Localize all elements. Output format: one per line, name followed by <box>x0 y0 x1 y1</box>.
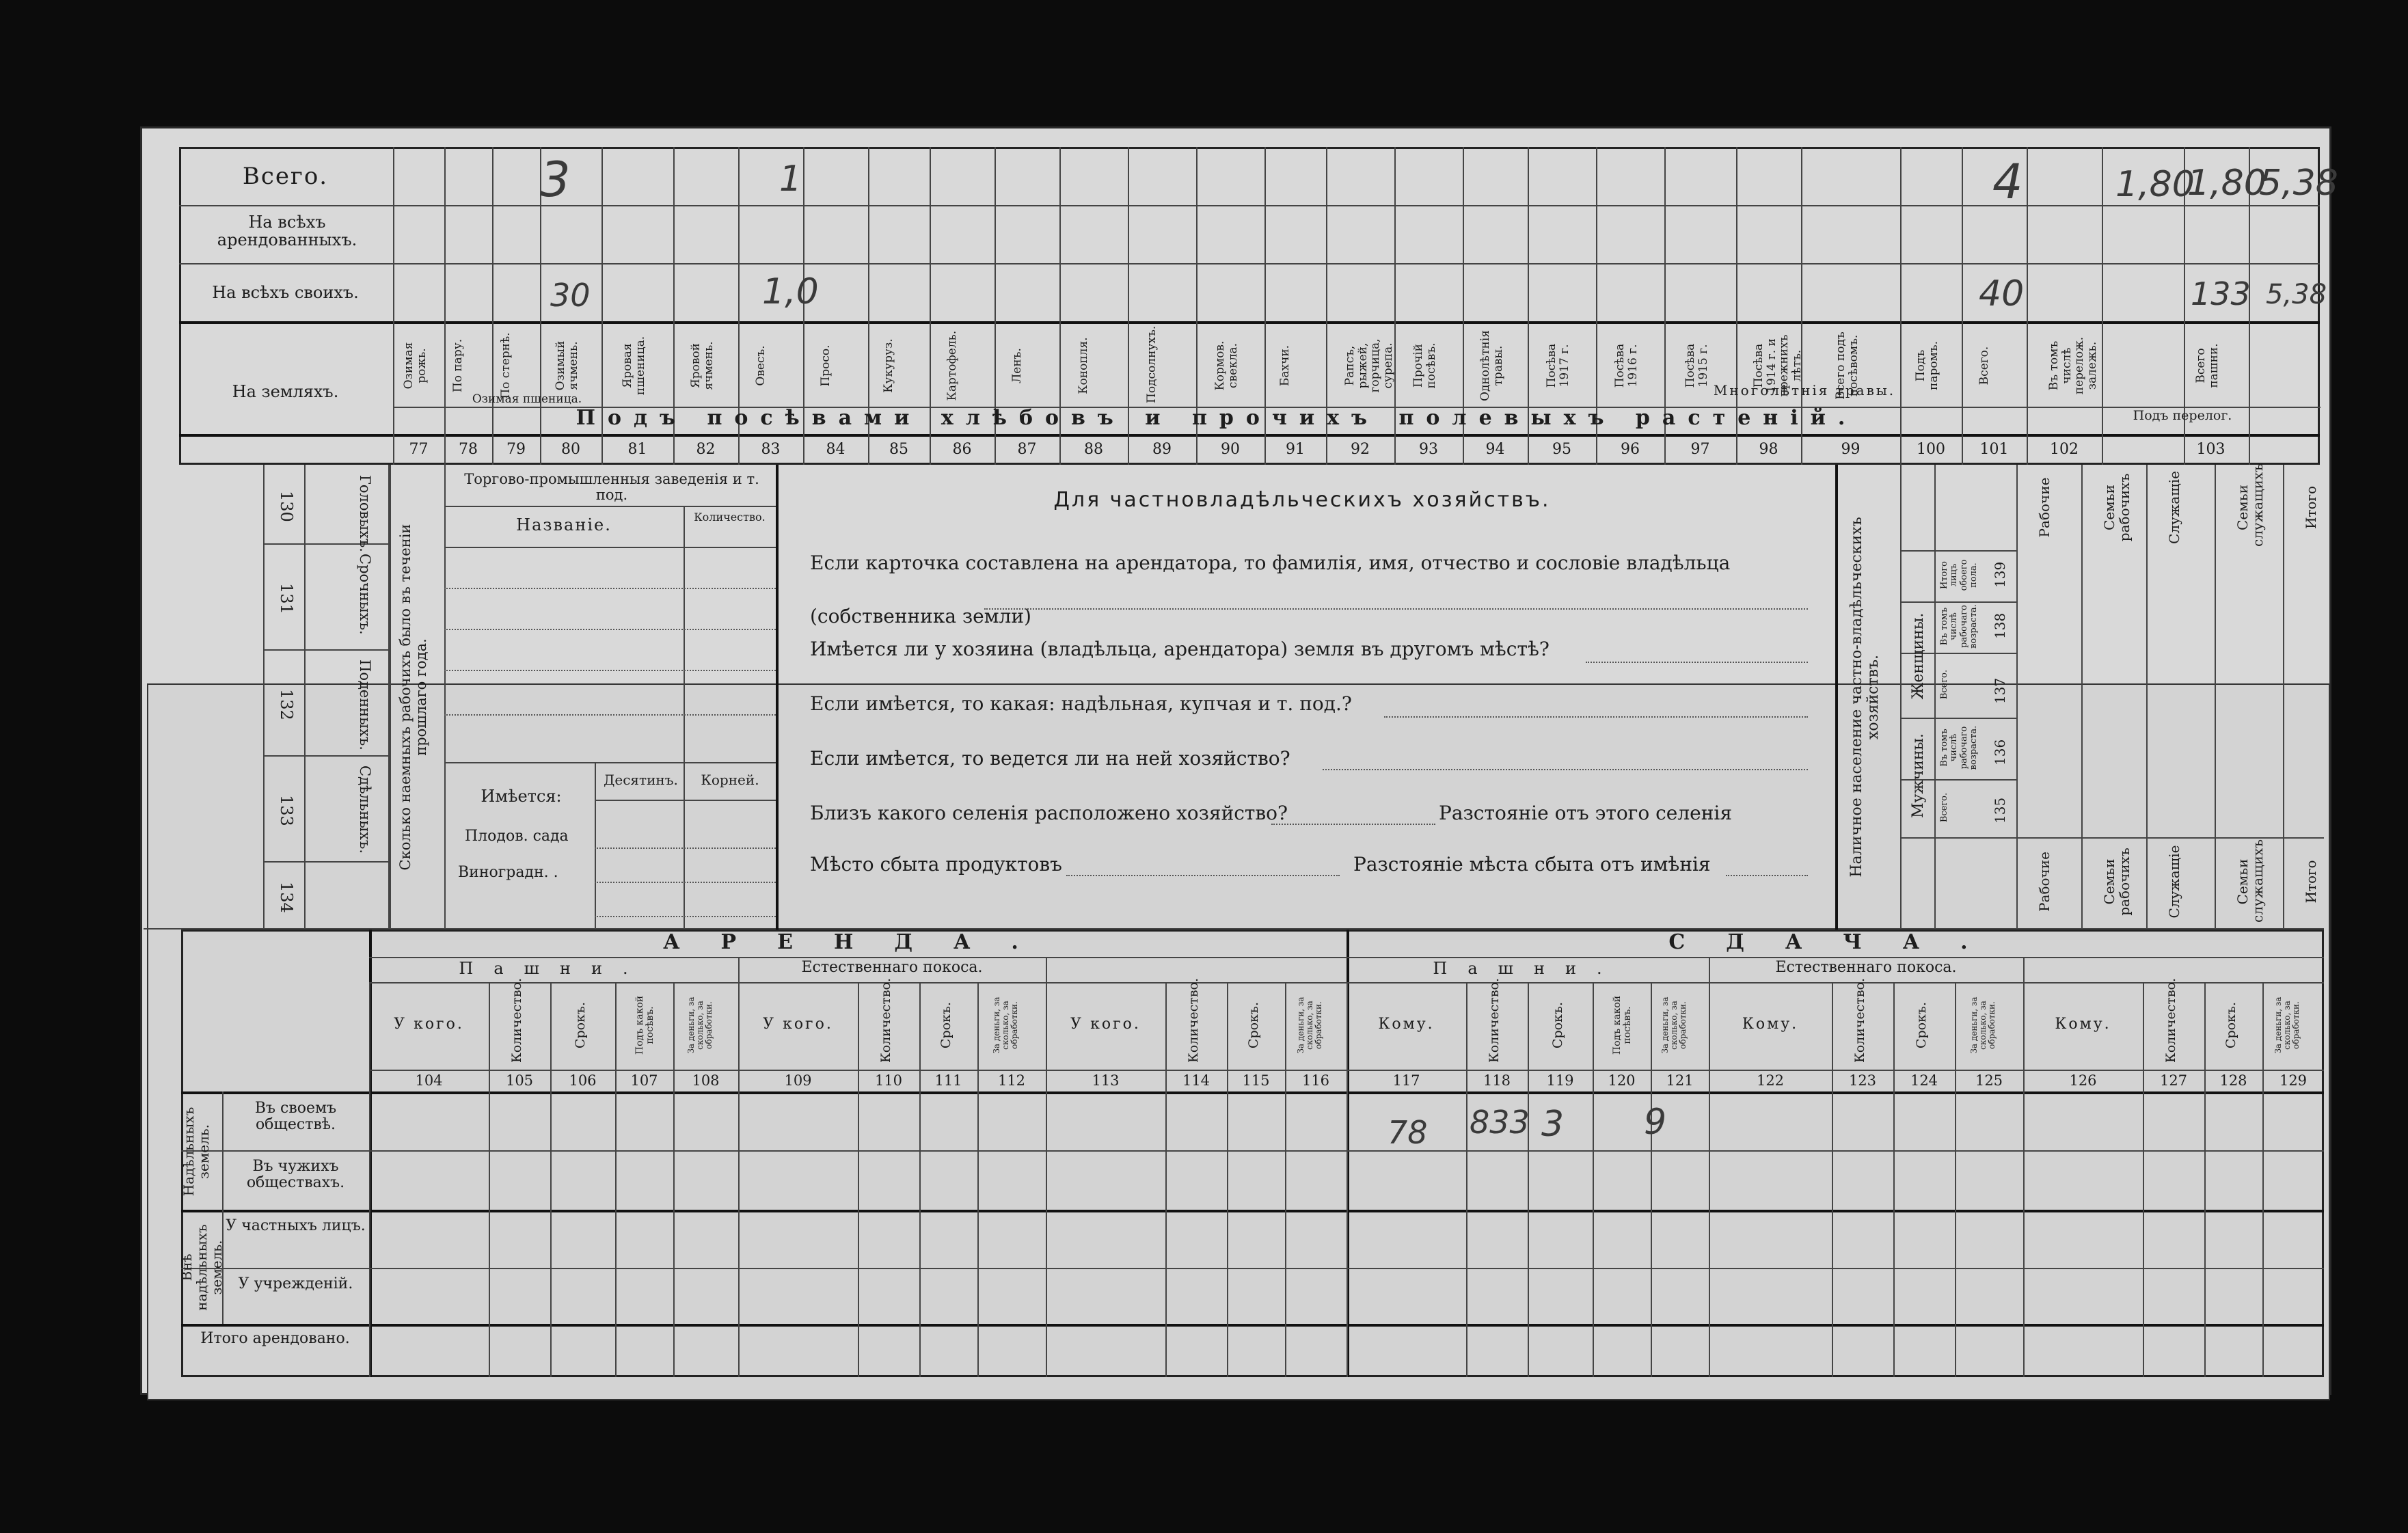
question-other-land: Имѣется ли у хозяина (владѣльца, арендатора) земля въ другомъ мѣстѣ? <box>810 638 1550 660</box>
lease-col-number-107: 107 <box>630 1072 658 1089</box>
col-number-79: 79 <box>506 441 526 458</box>
row-label-total: Всего. <box>242 163 329 190</box>
col-header-89: Подсолнухъ. <box>1145 325 1159 403</box>
col-number-83: 83 <box>761 441 781 458</box>
col-header-94: Однолѣтнія травы. <box>1478 330 1505 401</box>
hw-lease-c117: 78 <box>1388 1114 1428 1151</box>
women-label: Женщины. <box>1910 612 1927 700</box>
livestock-num-133: 133 <box>277 794 296 826</box>
col-number-95: 95 <box>1552 441 1571 458</box>
question-near-village: Близъ какого селенія расположено хозяйство? <box>810 802 1288 824</box>
lease-col-header-121: За деньги, за сколько, за обработки. <box>1660 996 1688 1054</box>
livestock-num-130: 130 <box>277 490 296 522</box>
lease-col-number-114: 114 <box>1182 1072 1210 1089</box>
population-num-139: 139 <box>1992 561 2008 588</box>
lease-col-header-105: Количество. <box>509 977 524 1063</box>
lease-arable: Пашни. <box>459 959 649 978</box>
staff-footer-0: Рабочие <box>2036 852 2053 912</box>
vineyards-label: Виноградн. . <box>458 864 558 881</box>
lease-col-header-111: Срокъ. <box>938 1001 953 1049</box>
row-label-own: На всѣхъ своихъ. <box>212 283 359 302</box>
lease-hay: Естественнаго покоса. <box>801 959 983 976</box>
col-header-91: Бахчи. <box>1278 344 1292 387</box>
col-number-78: 78 <box>459 441 478 458</box>
col-number-98: 98 <box>1759 441 1778 458</box>
livestock-num-132: 132 <box>277 688 296 720</box>
lease-col-header-126: Кому. <box>2055 1016 2111 1033</box>
lease-col-header-127: Количество. <box>2163 977 2178 1063</box>
lease-col-number-120: 120 <box>1608 1072 1636 1089</box>
col-header-99: Всего подъ посѣвомъ. <box>1833 331 1861 400</box>
row-total-leased: Итого арендовано. <box>200 1330 350 1347</box>
col-header-101: Всего. <box>1977 346 1991 385</box>
row-other-societies: Въ чужихъ обществахъ. <box>246 1158 345 1192</box>
col-number-84: 84 <box>826 441 845 458</box>
orchards-label: Плодов. сада <box>465 828 569 845</box>
row-group-non-allotment: Внѣ надѣльныхъ земель. <box>178 1224 225 1311</box>
lease-col-header-119: Срокъ. <box>1550 1001 1565 1049</box>
col-header-84: Просо. <box>818 344 833 387</box>
lease-col-number-115: 115 <box>1242 1072 1270 1089</box>
hw-own-c79: 30 <box>550 277 591 314</box>
lease-col-header-109: У кого. <box>763 1016 833 1033</box>
col-number-93: 93 <box>1419 441 1438 458</box>
hw-total-c99: 4 <box>1992 154 2023 210</box>
private-title: Для частновладѣльческихъ хозяйствъ. <box>1053 488 1551 512</box>
col-number-88: 88 <box>1084 441 1103 458</box>
livestock-label-133: Сдѣльныхъ. <box>357 765 373 854</box>
hw-lease-c118: 833 <box>1470 1104 1530 1141</box>
desyatin-header: Десятинъ. <box>604 772 678 788</box>
lease-col-number-122: 122 <box>1756 1072 1785 1089</box>
lease-col-header-112: За деньги, за сколько, за обработки. <box>992 996 1020 1054</box>
lease-col-number-121: 121 <box>1666 1072 1694 1089</box>
col-number-102: 102 <box>2050 441 2079 458</box>
hw-own-c103: 5,38 <box>2266 279 2327 310</box>
population-title: Наличное население частно-владѣльческихъ хозяйствъ. <box>1848 517 1882 878</box>
lease-col-header-118: Количество. <box>1487 977 1502 1063</box>
lease-col-header-120: Подъ какой посѣвъ. <box>1611 995 1633 1055</box>
lease-col-number-127: 127 <box>2159 1072 2188 1089</box>
livestock-label-130: Головыхъ. <box>357 475 373 552</box>
question-land-type: Если имѣется, то какая: надѣльная, купчая и т. под.? <box>810 692 1352 715</box>
livestock-num-131: 131 <box>277 582 296 614</box>
row-own-society: Въ своемъ обществѣ. <box>254 1100 337 1134</box>
col-header-97: Посѣва 1915 г. <box>1683 343 1710 388</box>
col-number-97: 97 <box>1690 441 1710 458</box>
trade-header: Торгово-промышленныя заведенія и т. под. <box>464 471 759 504</box>
col-header-81: Яровая пшеница. <box>620 336 647 396</box>
col-header-83: Овесъ. <box>753 345 768 386</box>
lease-col-number-128: 128 <box>2219 1072 2247 1089</box>
lease-col-number-126: 126 <box>2069 1072 2097 1089</box>
row-label-lands: На земляхъ. <box>232 382 339 401</box>
staff-header-3: Семьи служащихъ <box>2234 463 2266 547</box>
col-number-89: 89 <box>1152 441 1172 458</box>
question-owner: Если карточка составлена на арендатора, то фамилія, имя, отчество и сословіе владѣльца (собственника земли) <box>810 552 1731 627</box>
col-number-86: 86 <box>952 441 972 458</box>
lease-col-number-113: 113 <box>1092 1072 1120 1089</box>
col-number-103: 103 <box>2196 441 2226 458</box>
lease-col-header-104: У кого. <box>394 1016 464 1033</box>
col-header-95: Посѣва 1917 г. <box>1545 343 1571 388</box>
lease-col-number-125: 125 <box>1975 1072 2003 1089</box>
lease-col-number-111: 111 <box>934 1072 962 1089</box>
hw-own-c82: 1,0 <box>762 271 819 312</box>
lease-col-number-118: 118 <box>1483 1072 1511 1089</box>
hw-total-c103: 5,38 <box>2259 163 2338 204</box>
lease-title: АРЕНДА. <box>663 930 1059 954</box>
population-num-137: 137 <box>1992 677 2008 704</box>
col-header-100: Подъ паромъ. <box>1914 340 1940 391</box>
population-cell-137: Всего. <box>1939 669 1949 700</box>
lease-col-number-105: 105 <box>505 1072 534 1089</box>
population-num-135: 135 <box>1992 797 2008 824</box>
hw-own-c102: 133 <box>2191 275 2251 312</box>
group-fallow: Подъ перелог. <box>2133 408 2232 423</box>
lease-col-header-125: За деньги, за сколько, за обработки. <box>1969 996 1997 1054</box>
col-number-91: 91 <box>1286 441 1305 458</box>
staff-header-0: Рабочие <box>2036 477 2053 538</box>
lease-col-header-114: Количество. <box>1186 977 1201 1063</box>
crops-banner: Подъ посѣвами хлѣбовъ и прочихъ полевыхъ растеній. <box>576 406 1858 430</box>
col-number-80: 80 <box>561 441 580 458</box>
population-cell-135: Всего. <box>1939 792 1949 823</box>
roots-header: Корней. <box>701 772 759 788</box>
staff-header-2: Служащіе <box>2166 471 2182 544</box>
lease-col-header-123: Количество. <box>1852 977 1867 1063</box>
col-number-100: 100 <box>1917 441 1945 458</box>
staff-footer-4: Итого <box>2303 860 2319 904</box>
sublease-hay: Естественнаго покоса. <box>1775 959 1957 976</box>
livestock-label-131: Срочныхъ. <box>357 554 373 635</box>
col-header-96: Посѣва 1916 г. <box>1613 343 1640 388</box>
hw-total-c102: 1,80 <box>2187 163 2267 204</box>
col-header-87: Ленъ. <box>1010 348 1024 383</box>
row-group-allotment: Надѣльныхъ земель. <box>180 1107 212 1197</box>
lease-col-number-108: 108 <box>692 1072 720 1089</box>
lease-col-number-112: 112 <box>997 1072 1026 1089</box>
col-number-85: 85 <box>889 441 908 458</box>
population-cell-136: Въ томъ числѣ рабочаго возраста. <box>1939 725 1979 770</box>
lease-col-header-129: За деньги, за сколько, за обработки. <box>2273 996 2301 1054</box>
lease-col-number-104: 104 <box>415 1072 443 1089</box>
row-private-persons: У частныхъ лицъ. <box>226 1217 366 1234</box>
lease-col-header-107: Подъ какой посѣвъ. <box>634 995 655 1055</box>
lease-col-number-109: 109 <box>784 1072 812 1089</box>
lease-col-number-110: 110 <box>874 1072 903 1089</box>
lease-col-number-106: 106 <box>569 1072 597 1089</box>
lease-col-header-110: Количество. <box>878 977 893 1063</box>
staff-header-1: Семьи рабочихъ <box>2101 473 2133 542</box>
sublease-arable: Пашни. <box>1433 959 1623 978</box>
hw-lease-c121: 9 <box>1644 1102 1667 1143</box>
col-header-92: Рапсъ, рыжей, горчица, сурепа. <box>1343 338 1396 393</box>
question-market: Мѣсто сбыта продуктовъ <box>810 853 1062 876</box>
col-header-98: Посѣва 1914 г. и прежнихъ лѣтъ. <box>1751 334 1804 397</box>
col-header-80: Озимый ячмень. <box>554 340 580 391</box>
workers-question: Сколько наемныхъ рабочихъ было въ теченіи прошлаго года. <box>397 524 430 871</box>
lease-col-header-117: Кому. <box>1378 1016 1435 1033</box>
col-header-85: Кукуруз. <box>882 338 895 393</box>
trade-qty-header: Количество. <box>694 511 766 524</box>
lease-col-header-115: Срокъ. <box>1245 1001 1261 1049</box>
lease-col-header-124: Срокъ. <box>1914 1001 1929 1049</box>
population-num-136: 136 <box>1992 739 2008 765</box>
group-perennial-grass: Многолѣтнія травы. <box>1713 382 1896 398</box>
hw-lease-c119: 3 <box>1541 1104 1565 1145</box>
lease-col-header-106: Срокъ. <box>572 1001 588 1049</box>
trade-name-header: Названіе. <box>516 515 612 534</box>
hw-total-c82: 1 <box>779 159 802 200</box>
sublease-title: СДАЧА. <box>1668 930 2009 954</box>
population-num-138: 138 <box>1992 612 2008 639</box>
col-number-81: 81 <box>627 441 647 458</box>
col-header-93: Прочій посѣвъ. <box>1411 342 1438 389</box>
col-number-87: 87 <box>1017 441 1037 458</box>
lease-col-number-124: 124 <box>1910 1072 1938 1089</box>
question-village-distance: Разстояніе отъ этого селенія <box>1439 802 1732 824</box>
question-farming: Если имѣется, то ведется ли на ней хозяйство? <box>810 747 1290 770</box>
col-number-99: 99 <box>1841 441 1861 458</box>
col-number-90: 90 <box>1221 441 1240 458</box>
lease-col-header-128: Срокъ. <box>2223 1001 2238 1049</box>
lease-col-number-117: 117 <box>1392 1072 1420 1089</box>
col-header-102: Въ томъ числѣ перелож. залежь. <box>2047 336 2100 395</box>
men-label: Мужчины. <box>1910 733 1927 819</box>
hw-total-c79: 3 <box>540 152 571 208</box>
row-label-rented: На всѣхъ арендованныхъ. <box>217 213 357 250</box>
lease-col-number-116: 116 <box>1301 1072 1330 1089</box>
col-number-101: 101 <box>1979 441 2009 458</box>
col-number-96: 96 <box>1621 441 1640 458</box>
col-number-82: 82 <box>696 441 716 458</box>
lease-col-header-116: За деньги, за сколько, за обработки. <box>1296 996 1324 1054</box>
col-header-77: Озимая рожь. <box>401 342 429 390</box>
col-number-94: 94 <box>1485 441 1505 458</box>
lease-col-number-119: 119 <box>1546 1072 1574 1089</box>
staff-footer-2: Служащіе <box>2166 845 2182 919</box>
population-cell-139: Итого лицъ обоего пола. <box>1939 559 1979 591</box>
population-cell-138: Въ томъ числѣ рабочаго возраста. <box>1939 604 1979 649</box>
col-header-90: Кормов. свекла. <box>1213 340 1240 391</box>
livestock-num-134: 134 <box>277 882 296 913</box>
lease-col-header-108: За деньги, за сколько, за обработки. <box>686 996 714 1054</box>
col-header-79: По стернѣ. <box>499 332 513 399</box>
col-header-86: Картофель. <box>945 330 959 401</box>
col-number-77: 77 <box>409 441 429 458</box>
staff-footer-1: Семьи рабочихъ <box>2101 847 2133 916</box>
lease-col-number-123: 123 <box>1848 1072 1877 1089</box>
col-header-88: Конопля. <box>1077 337 1090 394</box>
livestock-label-132: Поденныхъ. <box>357 660 373 750</box>
staff-footer-3: Семьи служащихъ <box>2234 839 2266 923</box>
hw-own-c99: 40 <box>1979 273 2025 314</box>
hw-total-c101: 1,80 <box>2115 164 2195 205</box>
staff-header-4: Итого <box>2303 485 2319 530</box>
row-institutions: У учрежденій. <box>238 1275 353 1292</box>
col-header-82: Яровой ячмень. <box>688 341 716 390</box>
group-winter-wheat: Озимая пшеница. <box>472 392 582 406</box>
question-market-distance: Разстояніе мѣста сбыта отъ имѣнія <box>1353 853 1711 876</box>
has-label: Имѣется: <box>481 787 562 806</box>
col-header-103: Всего пашни. <box>2193 343 2221 388</box>
lease-col-header-122: Кому. <box>1742 1016 1799 1033</box>
col-header-78: По пару. <box>451 338 465 393</box>
lease-col-header-113: У кого. <box>1070 1016 1141 1033</box>
lease-col-number-129: 129 <box>2279 1072 2308 1089</box>
col-number-92: 92 <box>1351 441 1370 458</box>
